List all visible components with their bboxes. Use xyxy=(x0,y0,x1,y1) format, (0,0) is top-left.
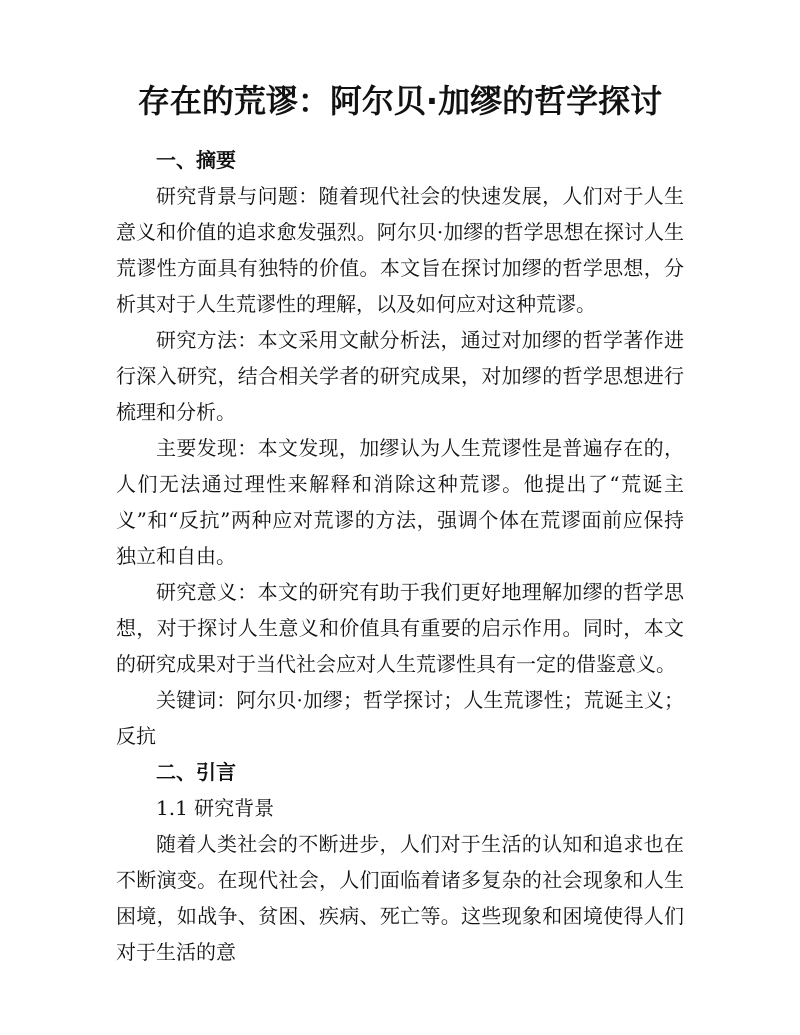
research-background-subheading: 1.1 研究背景 xyxy=(156,796,275,821)
research-background-paragraph: 随着人类社会的不断进步，人们对于生活的认知和追求也在不断演变。在现代社会，人们面临着诸多复杂的社会现象和人生困境，如战争、贫困、疾病、死亡等。这些现象和困境使得人们对于生活的意 xyxy=(116,832,684,965)
abstract-findings-paragraph: 主要发现：本文发现，加缪认为人生荒谬性是普遍存在的，人们无法通过理性来解释和消除这种荒谬。他提出了“荒诞主义”和“反抗”两种应对荒谬的方法，强调个体在荒谬面前应保持独立和自由。 xyxy=(116,436,684,569)
document-title: 存在的荒谬：阿尔贝·加缪的哲学探讨 xyxy=(137,82,663,120)
abstract-background-paragraph: 研究背景与问题：随着现代社会的快速发展，人们对于人生意义和价值的追求愈发强烈。阿尔贝·加缪的哲学思想在探讨人生荒谬性方面具有独特的价值。本文旨在探讨加缪的哲学思想，分析其对于人生荒谬性的理解，以及如何应对这种荒谬。 xyxy=(116,184,684,317)
keywords-paragraph: 关键词：阿尔贝·加缪；哲学探讨；人生荒谬性；荒诞主义；反抗 xyxy=(116,688,684,749)
abstract-significance-paragraph: 研究意义：本文的研究有助于我们更好地理解加缪的哲学思想，对于探讨人生意义和价值具有重要的启示作用。同时，本文的研究成果对于当代社会应对人生荒谬性具有一定的借鉴意义。 xyxy=(116,580,684,677)
intro-heading: 二、引言 xyxy=(156,760,236,785)
abstract-methods-paragraph: 研究方法：本文采用文献分析法，通过对加缪的哲学著作进行深入研究，结合相关学者的研究成果，对加缪的哲学思想进行梳理和分析。 xyxy=(116,328,684,425)
abstract-heading: 一、摘要 xyxy=(156,148,236,173)
